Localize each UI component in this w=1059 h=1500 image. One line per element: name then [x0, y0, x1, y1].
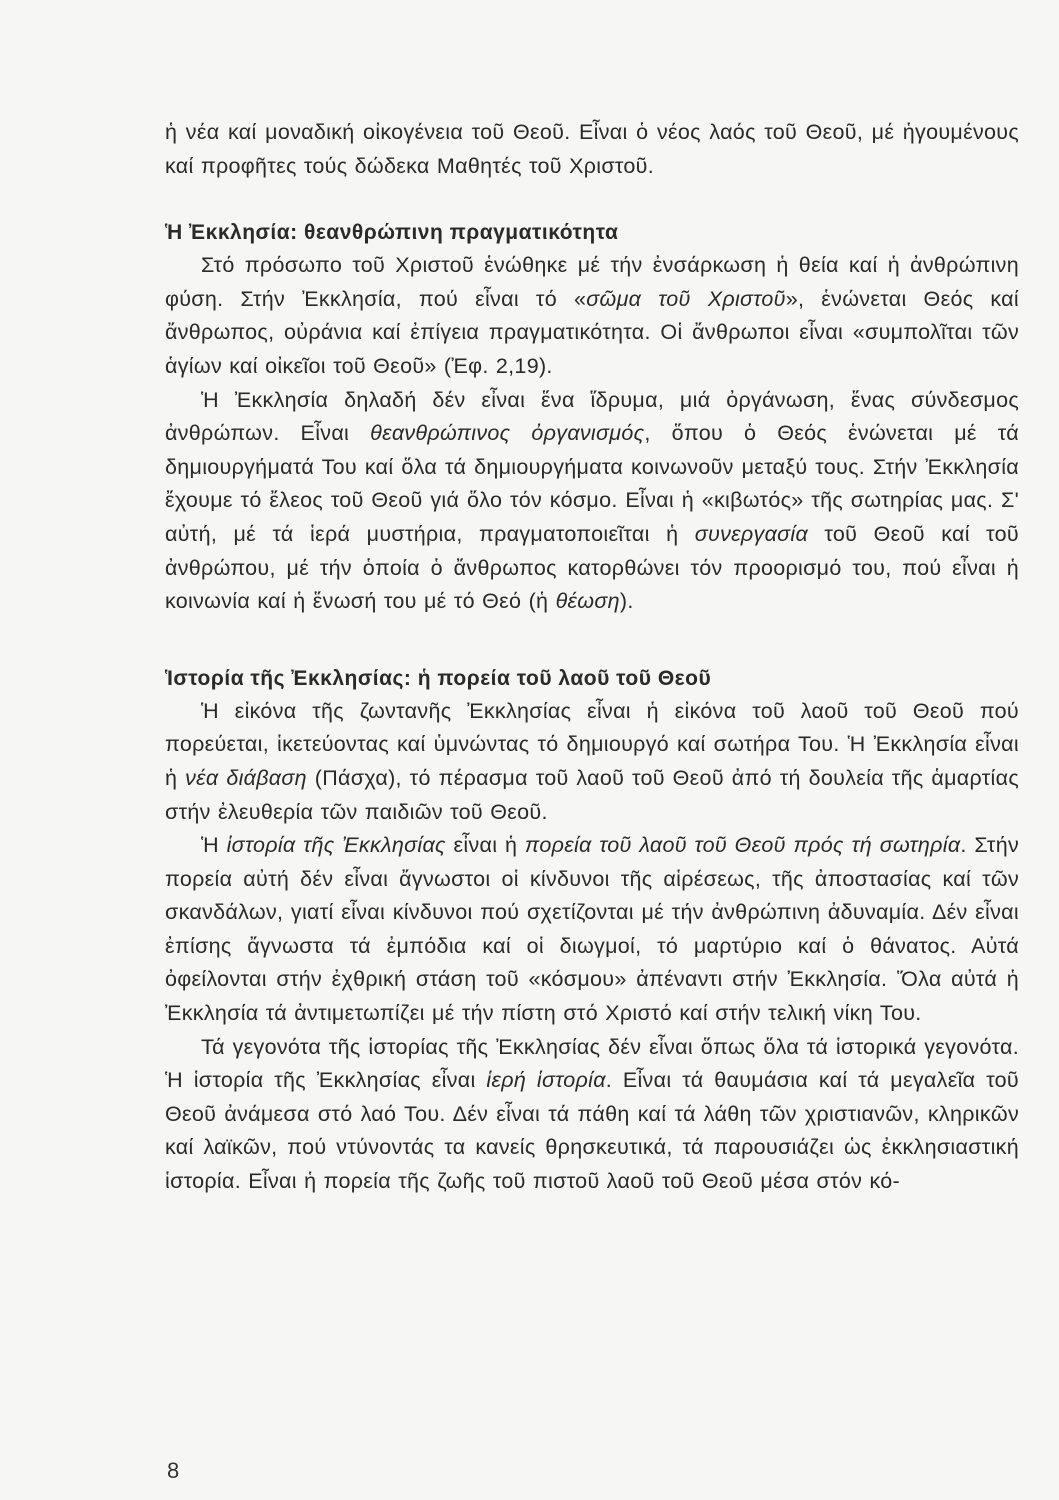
italic-span: ἱστορία τῆς Ἐκκλησίας: [226, 833, 446, 858]
text-span: Στό πρόσωπο τοῦ Χριστοῦ ἑνώθηκε μέ τήν ἐνσάρκωση ἡ θεία καί ἡ ἀνθρώπινη φύση. Στήν Ἐκκλησία, πού εἶναι τό «: [165, 253, 1019, 311]
page-content: [165, 116, 1019, 1199]
section-heading-church-history: Ἱστορία τῆς Ἐκκλησίας: ἡ πορεία τοῦ λαοῦ τοῦ Θεοῦ: [165, 666, 712, 690]
text-span: (Πάσχα), τό πέρασμα τοῦ λαοῦ τοῦ Θεοῦ ἀπό τή δουλεία τῆς ἁμαρτίας στήν ἐλευθερία τῶν παιδιῶν τοῦ Θεοῦ.: [165, 765, 1020, 824]
section-heading-church-theanthropic: Ἡ Ἐκκλησία: θεανθρώπινη πραγματικότητα: [165, 221, 619, 245]
text-span: . Εἶναι τά θαυμάσια καί τά μεγαλεῖα τοῦ Θεοῦ ἀνάμεσα στό λαό Του. Δέν εἶναι τά πάθη καί τά λάθη τῶν χριστιανῶν, κληρικῶν καί λαϊκῶν, πού ντύνοντάς τα κανείς θρησκευτικά, τά παρουσιάζει ὡς ἐκκλησιαστική ἱστορία. Εἶναι ἡ πορεία τῆς ζωῆς τοῦ πιστοῦ λαοῦ τοῦ Θεοῦ μέσα στόν κό-: [165, 1068, 1019, 1194]
italic-span: νέα διάβαση: [185, 765, 307, 790]
paragraph-sacred-history: [165, 1031, 1019, 1199]
text-span: Ἡ εἰκόνα τῆς ζωντανῆς Ἐκκλησίας εἶναι ἡ εἰκόνα τοῦ λαοῦ τοῦ Θεοῦ πού πορεύεται, ἱκετεύοντας καί ὑμνώντας τό δημιουργό καί σωτήρα Του. Ἡ Ἐκκλησία εἶναι ἡ: [165, 698, 1019, 790]
text-span: Τά γεγονότα τῆς ἱστορίας τῆς Ἐκκλησίας δέν εἶναι ὅπως ὅλα τά ἱστορικά γεγονότα. Ἡ ἱστορία τῆς Ἐκκλησίας εἶναι: [165, 1034, 1019, 1093]
text-span: . Στήν πορεία αὐτή δέν εἶναι ἄγνωστοι οἱ κίνδυνοι τῆς αἱρέσεως, τῆς ἀποστασίας καί τῶν σκανδάλων, γιατί εἶναι κίνδυνοι πού σχετίζονται μέ τήν ἀνθρώπινη ἀδυναμία. Δέν εἶναι ἐπίσης ἄγνωστα τά ἐμπόδια καί οἱ διωγμοί, τό μαρτύριο καί ὁ θάνατος. Αὐτά ὀφείλονται στήν ἐχθρική στάση τοῦ «κόσμου» ἀπέναντι στήν Ἐκκλησία. Ὅλα αὐτά ἡ Ἐκκλησία τά ἀντιμετωπίζει μέ τήν πίστη στό Χριστό καί στήν τελική νίκη Του.: [165, 833, 1020, 1026]
paragraph-living-church: [165, 695, 1019, 829]
intro-paragraph: ἡ νέα καί μοναδική οἰκογένεια τοῦ Θεοῦ. Εἶναι ὁ νέος λαός τοῦ Θεοῦ, μέ ἡγουμένους καί προφῆτες τούς δώδεκα Μαθητές τοῦ Χριστοῦ.: [165, 120, 1019, 178]
text-span: Ἡ: [201, 833, 227, 858]
paragraph-church-organism: [165, 384, 1019, 619]
text-span: ).: [619, 589, 634, 614]
paragraph-church-body: [165, 249, 1019, 383]
text-span: τοῦ Θεοῦ καί τοῦ ἀνθρώπου, μέ τήν ὁποία ὁ ἄνθρωπος κατορθώνει τόν προορισμό του, πού εἶναι ἡ κοινωνία καί ἡ ἕνωσή του μέ τό Θεό (ἡ: [165, 521, 1019, 614]
paragraph-history-path: [165, 829, 1019, 1031]
text-span: », ἑνώνεται Θεός καί ἄνθρωπος, οὐράνια καί ἐπίγεια πραγματικότητα. Οἱ ἄνθρωποι εἶναι «συμπολῖται τῶν ἁγίων καί οἰκεῖοι τοῦ Θεοῦ» (Ἐφ. 2,19).: [165, 286, 1019, 378]
italic-span: θέωση: [555, 589, 620, 614]
text-span: εἶναι ἡ: [445, 833, 525, 858]
italic-span: σῶμα τοῦ Χριστοῦ: [586, 286, 786, 311]
text-span: Ἡ Ἐκκλησία δηλαδή δέν εἶναι ἕνα ἵδρυμα, μιά ὀργάνωση, ἕνας σύνδεσμος ἀνθρώπων. Εἶναι: [165, 387, 1019, 446]
italic-span: πορεία τοῦ λαοῦ τοῦ Θεοῦ πρός τή σωτηρία: [524, 833, 961, 858]
italic-span: συνεργασία: [694, 521, 809, 546]
page-number: 8: [167, 1458, 180, 1483]
text-span: , ὅπου ὁ Θεός ἑνώνεται μέ τά δημιουργήματά Του καί ὅλα τά δημιουργήματα κοινωνοῦν μεταξύ τους. Στήν Ἐκκλησία ἔχουμε τό ἔλεος τοῦ Θεοῦ γιά ὅλο τόν κόσμο. Εἶναι ἡ «κιβωτός» τῆς σωτηρίας μας. Σ' αὐτή, μέ τά ἱερά μυστήρια, πραγματοποιεῖται ἡ: [165, 421, 1019, 546]
italic-span: θεανθρώπινος ὀργανισμός: [370, 421, 645, 446]
italic-span: ἱερή ἱστορία: [486, 1068, 606, 1093]
